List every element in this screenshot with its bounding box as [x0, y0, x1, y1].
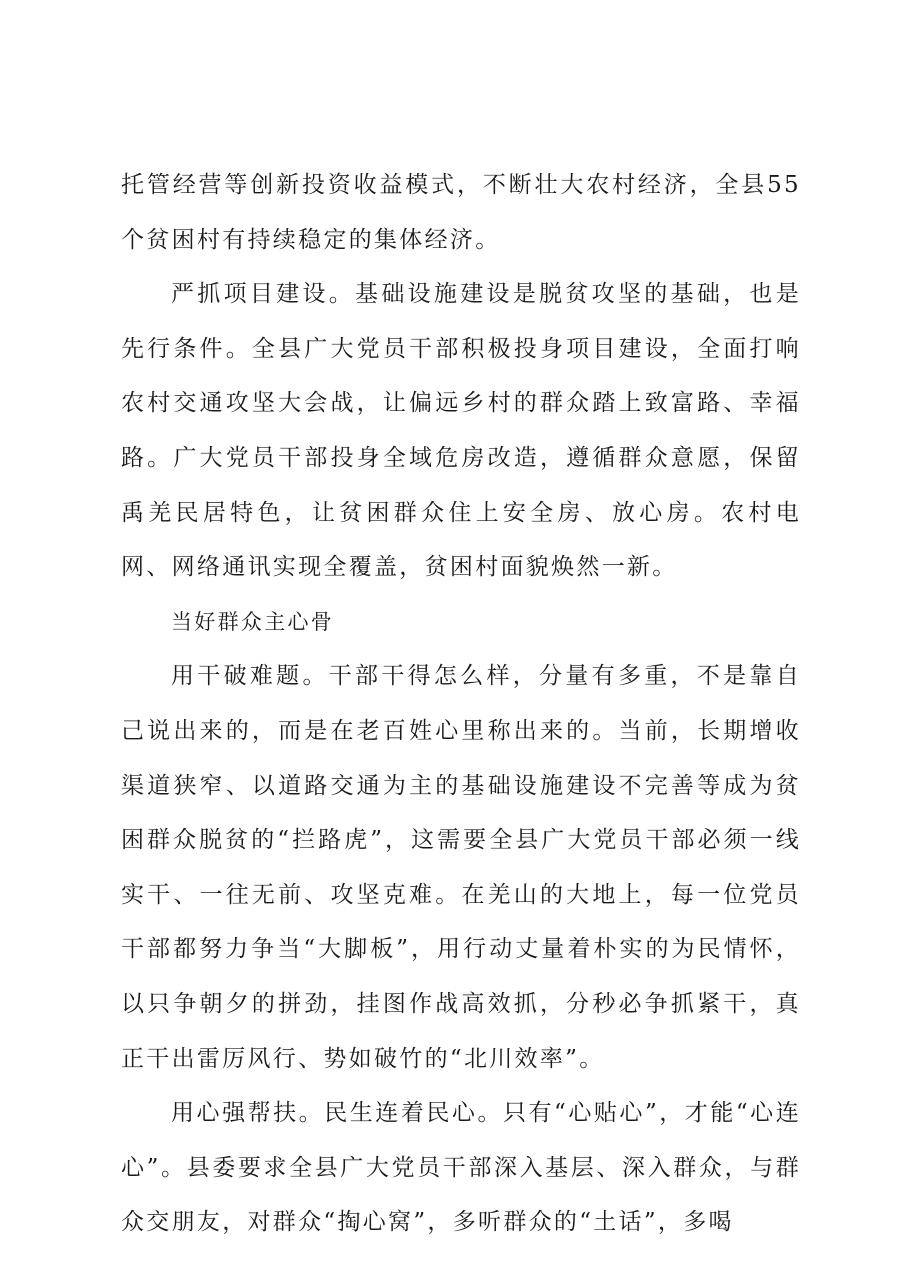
paragraph-strengthen-assistance: 用心强帮扶。民生连着民心。只有“心贴心”，才能“心连心”。县委要求全县广大党员干部深入基层、深入群众，与群众交朋友，对群众“掏心窝”，多听群众的“土话”，多喝 [121, 1100, 801, 1236]
section-heading: 当好群众主心骨 [171, 609, 335, 634]
paragraph-solve-problems: 用干破难题。干部干得怎么样，分量有多重，不是靠自己说出来的，而是在老百姓心里称出来的。当前，长期增收渠道狭窄、以道路交通为主的基础设施建设不完善等成为贫困群众脱贫的“拦路虎”，这需要全县广大党员干部必须一线实干、一往无前、攻坚克难。在羌山的大地上，每一位党员干部都努力争当“大脚板”，用行动丈量着朴实的为民情怀，以只争朝夕的拼劲，挂图作战高效抓，分秒必争抓紧干，真正干出雷厉风行、势如破竹的“北川效率”。 [121, 663, 801, 1072]
paragraph-project-construction: 严抓项目建设。基础设施建设是脱贫攻坚的基础，也是先行条件。全县广大党员干部积极投身项目建设，全面打响农村交通攻坚大会战，让偏远乡村的群众踏上致富路、幸福路。广大党员干部投身全域危房改造，遵循群众意愿，保留禹羌民居特色，让贫困群众住上安全房、放心房。农村电网、网络通讯实现全覆盖，贫困村面貌焕然一新。 [121, 281, 801, 581]
paragraph-continuation: 托管经营等创新投资收益模式，不断壮大农村经济，全县55个贫困村有持续稳定的集体经济。 [121, 172, 801, 253]
document-body [121, 158, 801, 1250]
